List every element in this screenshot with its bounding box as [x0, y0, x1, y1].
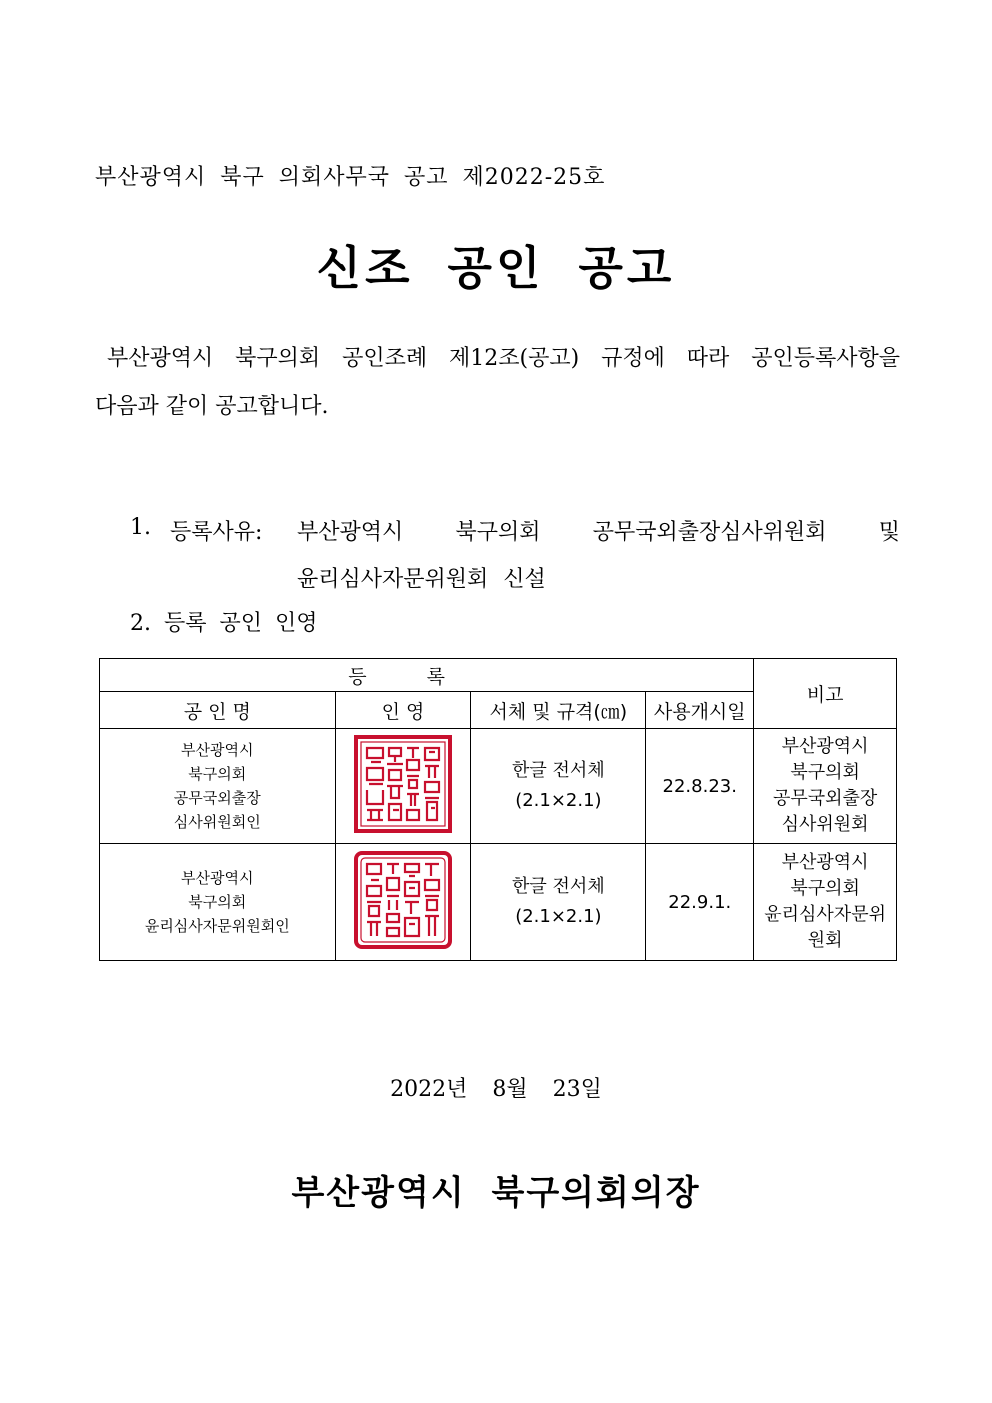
start-date-cell: 22.9.1.: [646, 844, 754, 961]
registered-seal-heading: [130, 606, 318, 637]
page-title: 신조 공인 공고: [316, 241, 676, 295]
seal-registration-table: [99, 658, 897, 961]
seal-name-line: 공무국외출장: [173, 789, 261, 807]
table-row: [100, 729, 897, 844]
seal-name-line: 윤리심사자문위원회인: [144, 917, 290, 935]
seal-stamp-image: [353, 850, 453, 950]
table-header-font-size: 서체 및 규격(㎝): [471, 692, 646, 729]
intro-line-1: 부산광역시 북구의회 공인조례 제12조(공고) 규정에 따라 공인등록사항을: [107, 346, 900, 371]
notice-number: 부산광역시 북구 의회사무국 공고 제2022-25호: [95, 165, 606, 190]
remark-line: 원회: [807, 930, 843, 951]
remark-cell: [754, 729, 897, 844]
seal-name-line: 부산광역시: [181, 869, 254, 887]
table-header-seal-impression: 인 영: [335, 692, 471, 729]
remark-line: 부산광역시: [781, 852, 869, 873]
remark-line: 공무국외출장: [772, 788, 878, 809]
seal-name-line: 북구의회: [188, 893, 247, 911]
table-header-start-date: 사용개시일: [646, 692, 754, 729]
item-2-number: 2.: [130, 611, 151, 636]
font-style: 한글 전서체: [512, 760, 605, 781]
remark-line: 부산광역시: [781, 736, 869, 757]
item-2-label: 등록 공인 인영: [164, 611, 318, 636]
item-1-number: 1.: [130, 515, 151, 540]
seal-name-cell: [100, 844, 336, 961]
item-1-text: 부산광역시 북구의회 공무국외출장심사위원회 및: [297, 520, 900, 545]
seal-name-line: 북구의회: [188, 765, 247, 783]
seal-name-line: 심사위원회인: [173, 813, 261, 831]
font-size-cell: [471, 729, 646, 844]
intro-paragraph: [95, 335, 900, 431]
table-header-seal-name: 공 인 명: [100, 692, 336, 729]
font-style: 한글 전서체: [512, 876, 605, 897]
seal-size: (2.1×2.1): [515, 906, 602, 927]
table-row: [100, 844, 897, 961]
remark-line: 북구의회: [790, 878, 860, 899]
intro-line-2: 다음과 같이 공고합니다.: [95, 394, 329, 419]
seal-stamp-image: [353, 734, 453, 834]
table-header-remark: 비고: [754, 659, 897, 729]
seal-impression-cell: [335, 729, 471, 844]
seal-name-cell: [100, 729, 336, 844]
seal-impression-cell: [335, 844, 471, 961]
registration-reason: [130, 515, 900, 546]
item-1-text-continued: 윤리심사자문위원회 신설: [297, 567, 546, 592]
item-1-label: 등록사유:: [170, 520, 263, 545]
seal-size: (2.1×2.1): [515, 790, 602, 811]
remark-line: 심사위원회: [781, 814, 869, 835]
start-date-cell: 22.8.23.: [646, 729, 754, 844]
font-size-cell: [471, 844, 646, 961]
seal-name-line: 부산광역시: [181, 741, 254, 759]
remark-cell: [754, 844, 897, 961]
remark-line: 윤리심사자문위: [764, 904, 886, 925]
signatory: 부산광역시 북구의회의장: [291, 1173, 701, 1213]
remark-line: 북구의회: [790, 762, 860, 783]
notice-date: 2022년 8월 23일: [390, 1077, 602, 1102]
table-group-header: 등록: [100, 659, 754, 692]
